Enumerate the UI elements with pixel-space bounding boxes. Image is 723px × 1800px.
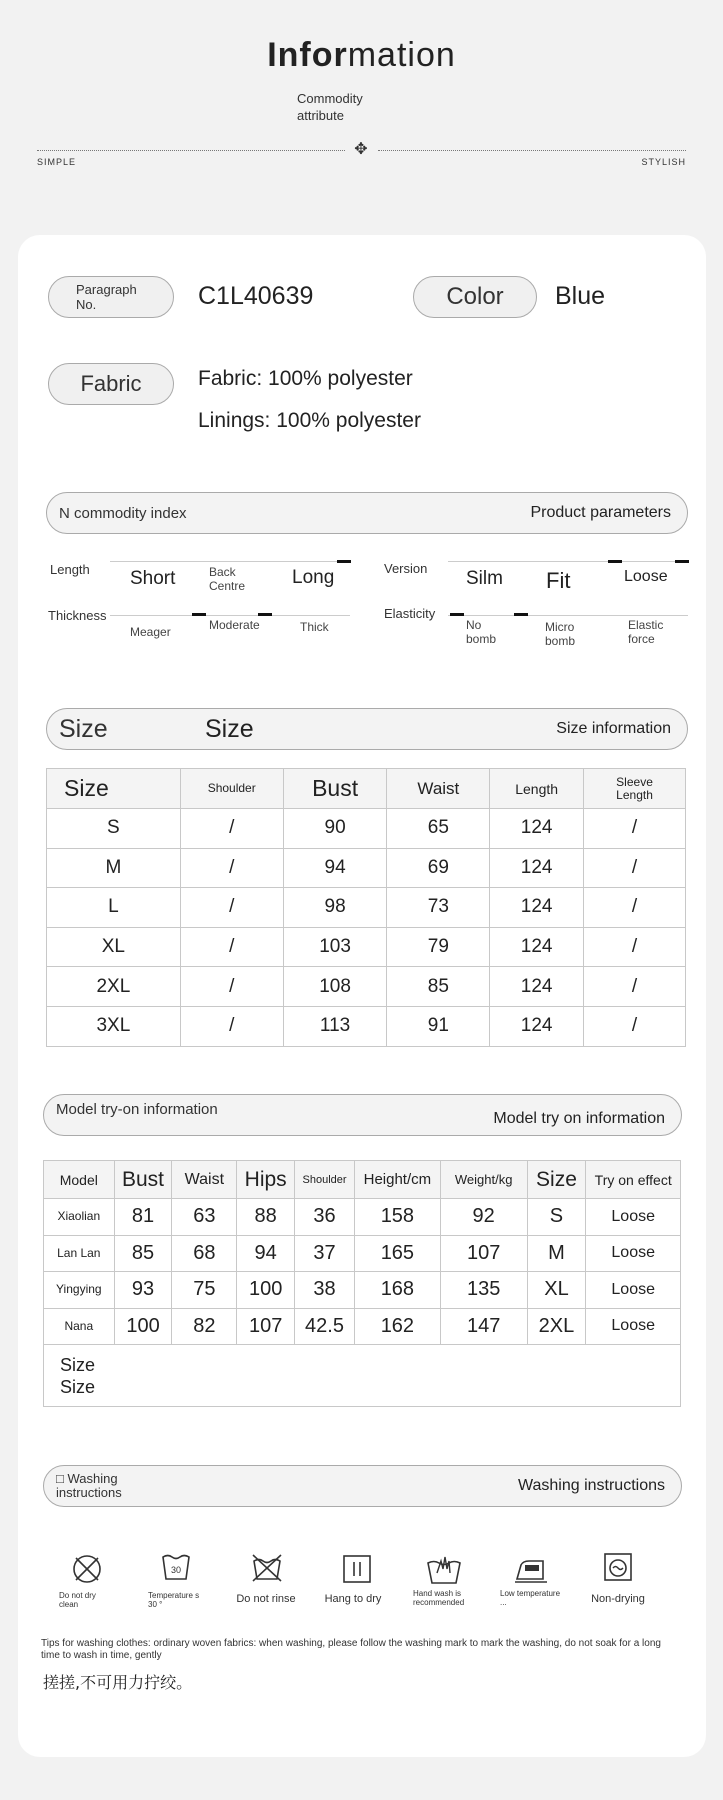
no-dry-clean-icon	[71, 1553, 103, 1585]
model-table-cell: 158	[354, 1199, 440, 1236]
model-table-cell: 107	[237, 1308, 295, 1345]
size-table-row	[47, 848, 686, 888]
size-table	[46, 768, 686, 1047]
model-table-cell: 82	[172, 1308, 237, 1345]
color-label: Color	[446, 283, 504, 310]
model-header-size: Size	[527, 1161, 586, 1199]
model-header-height: Height/cm	[354, 1161, 440, 1199]
thickness-scale-line	[110, 615, 350, 616]
length-scale-line	[110, 561, 350, 562]
model-note-line-2: Size	[60, 1376, 96, 1397]
thickness-marker-1	[192, 613, 206, 616]
size-table-cell: XL	[47, 927, 181, 967]
model-table-cell: 88	[237, 1199, 295, 1236]
elasticity-marker-2	[514, 613, 528, 616]
model-table-cell: S	[527, 1199, 586, 1236]
version-marker-2	[675, 560, 689, 563]
model-table-cell: 100	[237, 1272, 295, 1309]
do-not-rinse-label: Do not rinse	[236, 1593, 296, 1605]
model-table-cell: 2XL	[527, 1308, 586, 1345]
paragraph-label: Paragraph No.	[76, 282, 137, 312]
hang-to-dry-icon	[341, 1553, 373, 1585]
fabric-label: Fabric	[80, 371, 142, 396]
elasticity-option-elastic-force: Elastic force	[628, 618, 664, 646]
model-note-line-1: Size	[60, 1354, 96, 1375]
size-table-cell: 90	[283, 809, 387, 849]
model-header-shoulder: Shoulder	[295, 1161, 355, 1199]
model-table-cell: 42.5	[295, 1308, 355, 1345]
model-table-cell: 135	[440, 1272, 527, 1309]
divider-left	[37, 150, 345, 151]
size-header-sleeve-length: Sleeve Length	[584, 769, 686, 809]
size-header-waist: Waist	[387, 769, 490, 809]
length-option-back-centre: Back Centre	[209, 565, 246, 593]
tag-simple: SIMPLE	[37, 157, 77, 167]
hang-to-dry-label: Hang to dry	[324, 1593, 382, 1605]
model-table-cell: 162	[354, 1308, 440, 1345]
hand-wash-icon	[425, 1549, 463, 1585]
thickness-option-moderate: Moderate	[209, 618, 260, 632]
version-marker-1	[608, 560, 622, 563]
do-not-rinse-icon	[251, 1551, 283, 1583]
washing-bar-right: Washing instructions	[517, 1477, 665, 1494]
elasticity-marker-1	[450, 613, 464, 616]
size-table-row	[47, 888, 686, 928]
size-table-cell: /	[584, 888, 686, 928]
model-header-bust: Bust	[114, 1161, 172, 1199]
paragraph-value: C1L40639	[198, 282, 314, 310]
model-table-cell: 100	[114, 1308, 172, 1345]
size-table-cell: 3XL	[47, 1006, 181, 1046]
model-table-row	[44, 1199, 681, 1236]
size-table-cell: 69	[387, 848, 490, 888]
model-table-cell: 147	[440, 1308, 527, 1345]
hand-wash-label: Hand wash is recommended	[413, 1589, 465, 1607]
fabric-label-pill	[48, 363, 174, 405]
low-temperature-iron-icon	[513, 1553, 549, 1585]
size-table-cell: 98	[283, 888, 387, 928]
page-title: Information	[267, 36, 456, 74]
model-table-cell: Loose	[586, 1308, 681, 1345]
model-table-cell: 107	[440, 1235, 527, 1272]
size-table-cell: 124	[490, 888, 584, 928]
model-table-cell: 38	[295, 1272, 355, 1309]
washing-tips: Tips for washing clothes: ordinary woven fabrics: when washing, please follow the washing mark to mark the washing, do not soak for a long time to wash in time, gently	[41, 1638, 661, 1661]
size-table-cell: /	[584, 927, 686, 967]
size-table-cell: 94	[283, 848, 387, 888]
size-table-cell: /	[180, 927, 283, 967]
version-option-fit: Fit	[546, 568, 571, 593]
model-note-row	[44, 1345, 681, 1407]
size-table-cell: /	[584, 967, 686, 1007]
tag-stylish: STYLISH	[641, 157, 686, 167]
temperature-label: Temperature s 30 °	[148, 1591, 200, 1609]
size-table-cell: /	[180, 1006, 283, 1046]
size-table-cell: 103	[283, 927, 387, 967]
model-table-cell: Loose	[586, 1235, 681, 1272]
model-info-bar	[43, 1094, 682, 1136]
non-drying-icon	[602, 1551, 634, 1583]
washing-tips-cn: 搓搓,不可用力拧绞。	[43, 1673, 193, 1692]
model-table-header	[44, 1161, 681, 1199]
model-name-cell: Yingying	[44, 1272, 115, 1309]
thickness-marker-2	[258, 613, 272, 616]
product-parameters-title: Product parameters	[530, 504, 671, 521]
model-note	[44, 1345, 681, 1407]
model-table-cell: 36	[295, 1199, 355, 1236]
size-table-cell: /	[180, 809, 283, 849]
model-name-cell: Xiaolian	[44, 1199, 115, 1236]
elasticity-option-no-bomb: No bomb	[466, 618, 497, 646]
washing-bar-left: □ Washing instructions	[56, 1471, 122, 1500]
temperature-badge: 30	[170, 1565, 182, 1575]
size-table-cell: 65	[387, 809, 490, 849]
model-table-cell: 85	[114, 1235, 172, 1272]
thickness-label: Thickness	[48, 608, 107, 623]
low-temperature-label: Low temperature ...	[500, 1589, 561, 1607]
version-option-silm: Silm	[466, 568, 503, 589]
size-table-cell: /	[584, 809, 686, 849]
size-table-header	[47, 769, 686, 809]
thickness-option-meager: Meager	[130, 625, 171, 639]
length-option-long: Long	[292, 567, 335, 588]
non-drying-label: Non-drying	[591, 1593, 645, 1605]
size-header-length: Length	[490, 769, 584, 809]
commodity-index-bar	[46, 492, 688, 534]
commodity-index-title: N commodity index	[59, 504, 187, 522]
thickness-option-thick: Thick	[300, 620, 329, 634]
model-header-model: Model	[44, 1161, 115, 1199]
model-table-row	[44, 1235, 681, 1272]
elasticity-option-micro-bomb: Micro bomb	[545, 620, 576, 648]
size-header-shoulder: Shoulder	[180, 769, 283, 809]
model-table-cell: 37	[295, 1235, 355, 1272]
size-bar-right: Size information	[556, 720, 671, 737]
size-table-cell: /	[584, 848, 686, 888]
size-table-cell: /	[180, 967, 283, 1007]
model-header-waist: Waist	[172, 1161, 237, 1199]
size-table-cell: M	[47, 848, 181, 888]
model-table-cell: 92	[440, 1199, 527, 1236]
paragraph-label-pill	[48, 276, 174, 318]
model-table-cell: 75	[172, 1272, 237, 1309]
temperature-30-icon	[160, 1551, 192, 1583]
length-label: Length	[50, 562, 90, 577]
model-name-cell: Lan Lan	[44, 1235, 115, 1272]
size-table-cell: 73	[387, 888, 490, 928]
size-table-row	[47, 809, 686, 849]
cross-arrows-icon: ✥	[354, 141, 368, 158]
size-table-row	[47, 967, 686, 1007]
size-table-cell: 124	[490, 848, 584, 888]
model-table-cell: 93	[114, 1272, 172, 1309]
size-table-cell: 124	[490, 809, 584, 849]
model-table-row	[44, 1272, 681, 1309]
size-bar-mid: Size	[205, 714, 254, 743]
model-table-cell: 81	[114, 1199, 172, 1236]
size-table-cell: 124	[490, 967, 584, 1007]
model-table-cell: 168	[354, 1272, 440, 1309]
model-table-cell: 165	[354, 1235, 440, 1272]
model-table-cell: Loose	[586, 1272, 681, 1309]
version-option-loose: Loose	[624, 568, 668, 585]
washing-bar	[43, 1465, 682, 1507]
fabric-line-2: Linings: 100% polyester	[198, 409, 421, 432]
size-table-cell: S	[47, 809, 181, 849]
model-table-cell: Loose	[586, 1199, 681, 1236]
elasticity-scale-line	[448, 615, 688, 616]
model-table-cell: 63	[172, 1199, 237, 1236]
elasticity-label: Elasticity	[384, 606, 436, 621]
size-table-cell: 124	[490, 1006, 584, 1046]
model-header-hips: Hips	[237, 1161, 295, 1199]
size-table-cell: 79	[387, 927, 490, 967]
size-table-cell: /	[584, 1006, 686, 1046]
size-table-cell: 91	[387, 1006, 490, 1046]
model-bar-right: Model try on information	[493, 1110, 665, 1127]
size-table-cell: L	[47, 888, 181, 928]
model-table-cell: M	[527, 1235, 586, 1272]
size-table-cell: /	[180, 888, 283, 928]
size-info-bar	[46, 708, 688, 750]
model-table-cell: XL	[527, 1272, 586, 1309]
size-table-row	[47, 927, 686, 967]
size-header-bust: Bust	[283, 769, 387, 809]
page-subtitle: Commodity attribute	[297, 91, 363, 123]
model-table	[43, 1160, 681, 1407]
model-table-cell: 68	[172, 1235, 237, 1272]
size-table-cell: 2XL	[47, 967, 181, 1007]
size-header-size: Size	[47, 769, 181, 809]
version-label: Version	[384, 561, 428, 576]
model-table-cell: 94	[237, 1235, 295, 1272]
length-option-short: Short	[130, 568, 176, 589]
length-marker	[337, 560, 351, 563]
size-bar-left: Size	[59, 714, 108, 743]
size-table-cell: 85	[387, 967, 490, 1007]
model-header-weight: Weight/kg	[440, 1161, 527, 1199]
size-table-row	[47, 1006, 686, 1046]
model-header-try-on-effect: Try on effect	[586, 1161, 681, 1199]
size-table-cell: /	[180, 848, 283, 888]
fabric-line-1: Fabric: 100% polyester	[198, 367, 413, 390]
color-label-pill	[413, 276, 537, 318]
no-dry-clean-label: Do not dry clean	[59, 1591, 96, 1609]
model-name-cell: Nana	[44, 1308, 115, 1345]
divider-right	[378, 150, 686, 151]
size-table-cell: 124	[490, 927, 584, 967]
model-bar-left: Model try-on information	[56, 1100, 218, 1118]
color-value: Blue	[555, 282, 606, 310]
model-table-row	[44, 1308, 681, 1345]
size-table-cell: 108	[283, 967, 387, 1007]
size-table-cell: 113	[283, 1006, 387, 1046]
version-scale-line	[448, 561, 688, 562]
